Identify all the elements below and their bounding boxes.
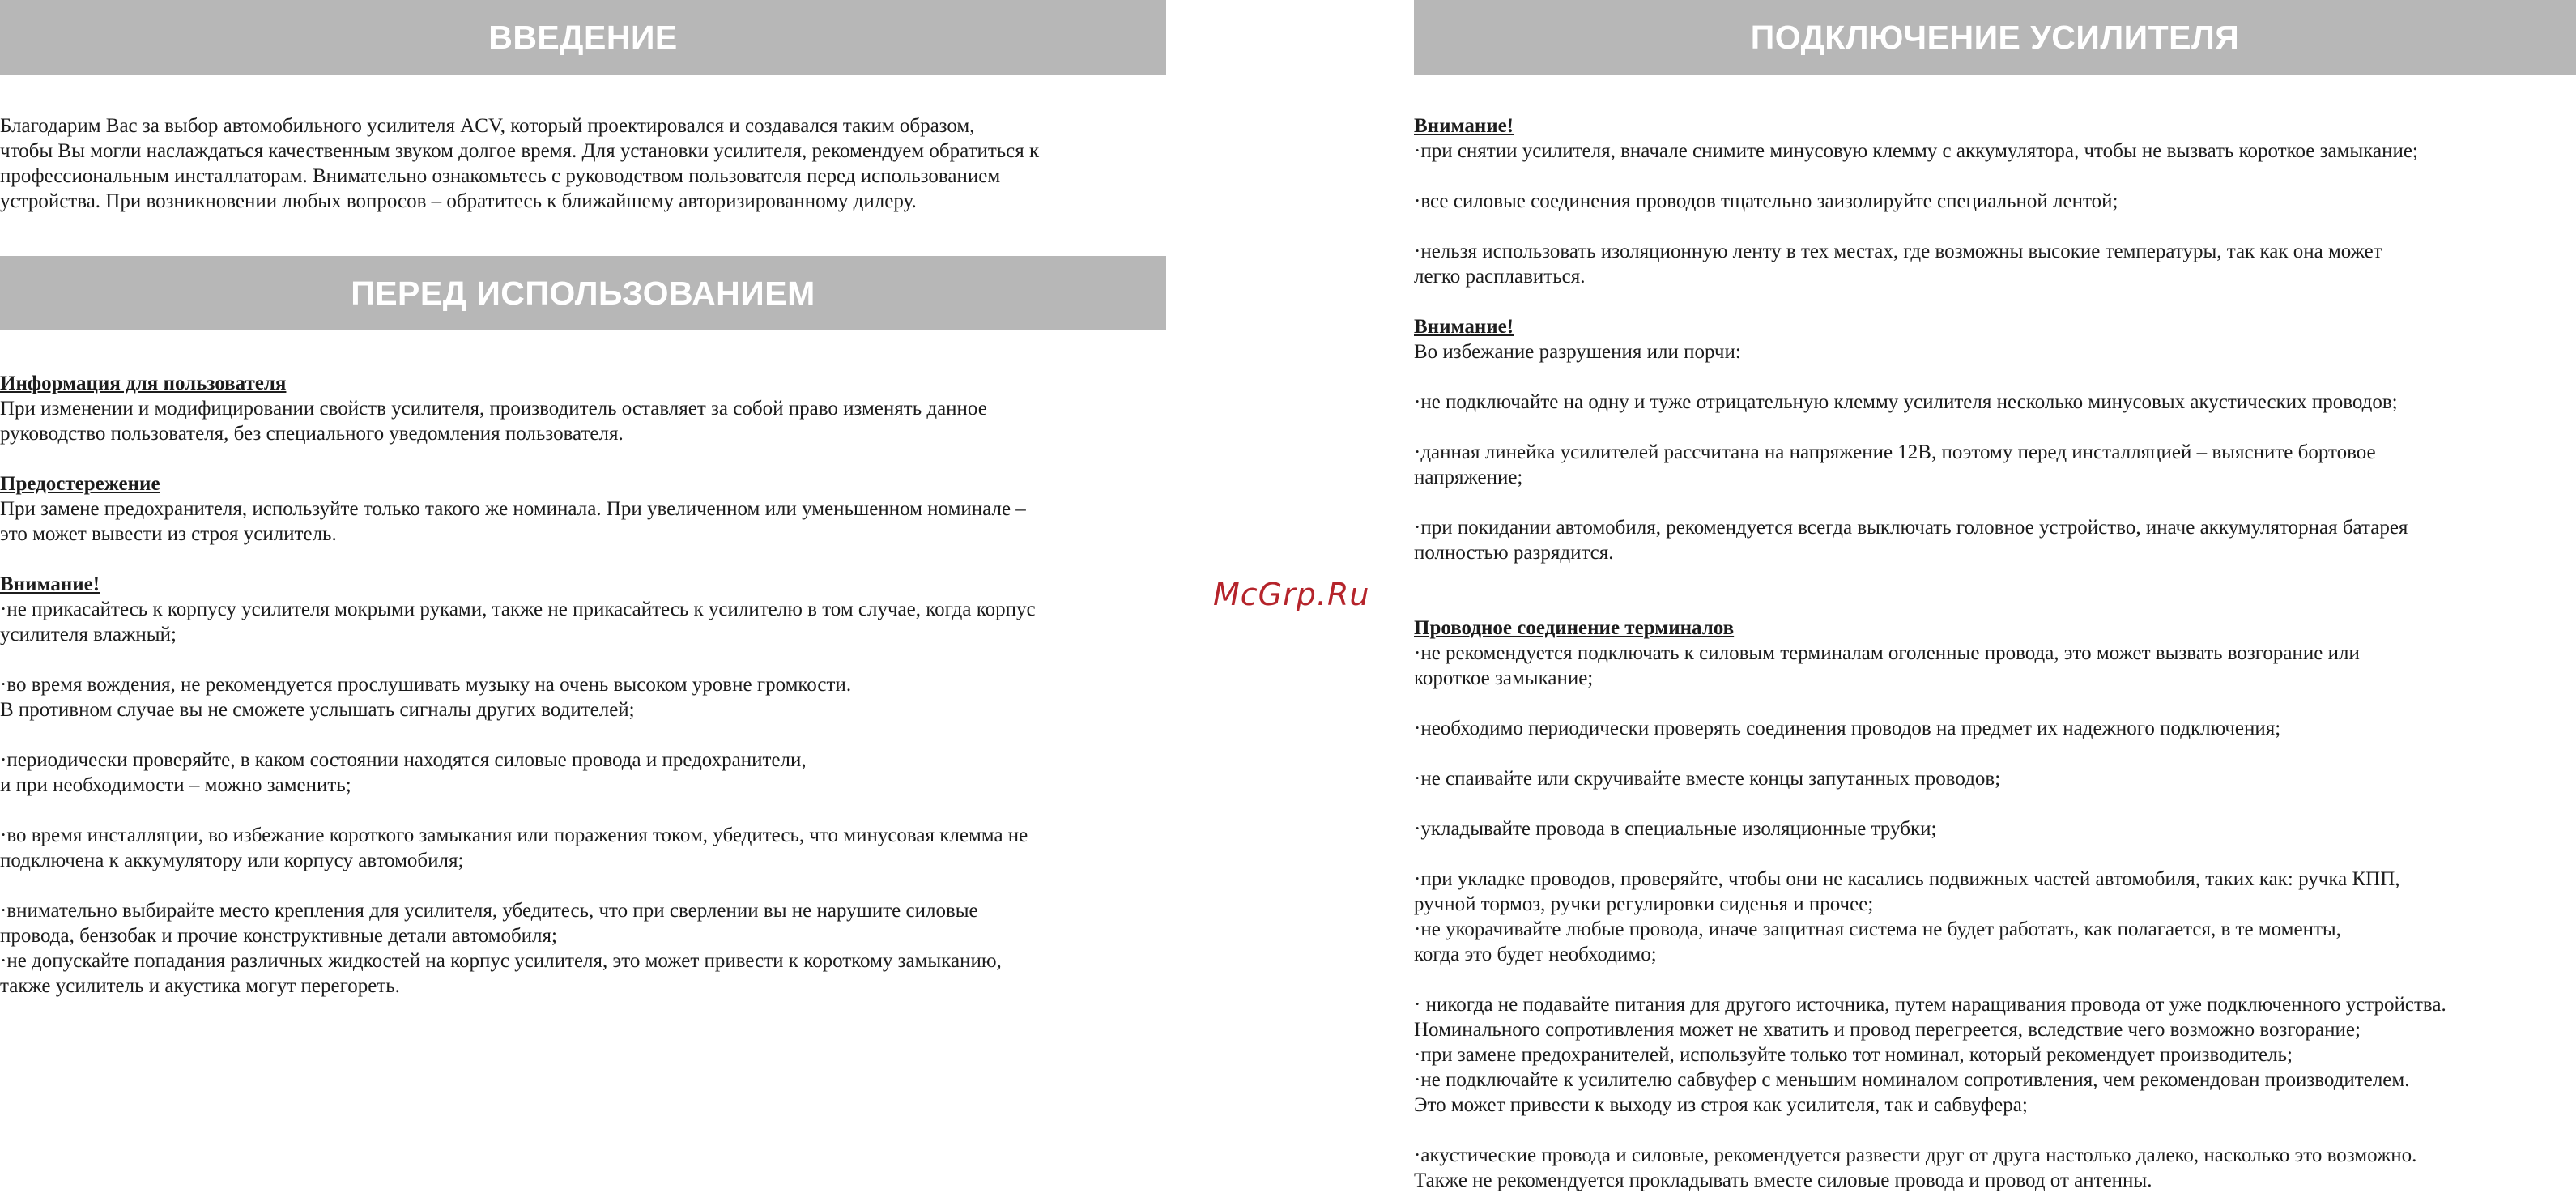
wiring-heading: Проводное соединение терминалов xyxy=(1414,617,1735,639)
warning-item: ·данная линейка усилителей рассчитана на напряжение 12В, поэтому перед инсталляцией – выясните бортовое напряжение; xyxy=(1414,441,2376,488)
caution-heading: Предостережение xyxy=(0,473,160,495)
warning-intro: Во избежание разрушения или порчи: xyxy=(1414,341,1741,363)
warning-item: ·внимательно выбирайте место крепления для усилителя, убедитесь, что при сверлении вы не нарушите силовые провода, бензобак и прочие конструктивные детали автомобиля; ·не допускайте попадания различных жидкостей на корпус усилителя, это может привести к короткому замыканию, также усилитель и акустика могут перегореть. xyxy=(0,900,1002,997)
warning-item: ·при снятии усилителя, вначале снимите минусовую клемму с аккумулятора, чтобы не вызвать короткое замыкание; xyxy=(1414,140,2418,162)
caution-text: При замене предохранителя, используйте только такого же номинала. При увеличенном или уменьшенном номинале – это может вывести из строя усилитель. xyxy=(0,498,1026,545)
introduction-title: ВВЕДЕНИЕ xyxy=(488,18,678,56)
wiring-item: ·акустические провода и силовые, рекомендуется развести друг от друга настолько далеко, насколько это возможно. Также не рекомендуется прокладывать вместе силовые провода и провод от антенны. xyxy=(1414,1144,2417,1191)
warning-item: ·все силовые соединения проводов тщательно заизолируйте специальной лентой; xyxy=(1414,190,2118,212)
introduction-text: Благодарим Вас за выбор автомобильного усилителя ACV, который проектировался и создавался таким образом, чтобы Вы могли наслаждаться качественным звуком долгое время. Для установки усилителя, рекомендуем обратиться к профессиональным инсталлаторам. Внимательно ознакомьтесь с руководством пользователя перед использованием устройства. При возникновении любых вопросов – обратитесь к ближайшему авторизированному дилеру. xyxy=(0,115,1040,212)
warning-item: ·во время вождения, не рекомендуется прослушивать музыку на очень высоком уровне громкости. В противном случае вы не сможете услышать сигналы других водителей; xyxy=(0,674,852,721)
before-use-block xyxy=(0,371,1166,999)
introduction-block xyxy=(0,113,1166,214)
watermark-text: McGrp.Ru xyxy=(1213,577,1370,612)
warning-item: ·при покидании автомобиля, рекомендуется всегда выключать головное устройство, иначе аккумуляторная батарея полностью разрядится. xyxy=(1414,517,2408,564)
warning-item: ·не прикасайтесь к корпусу усилителя мокрыми руками, также не прикасайтесь к усилителю в том случае, когда корпус усилителя влажный; xyxy=(0,599,1036,645)
wiring-item: ·не спаивайте или скручивайте вместе концы запутанных проводов; xyxy=(1414,768,2001,790)
wiring-item: ·укладывайте провода в специальные изоляционные трубки; xyxy=(1414,818,1937,840)
section-title-before-use xyxy=(0,256,1166,330)
warning-heading: Внимание! xyxy=(1414,316,1514,338)
amplifier-connection-block xyxy=(1414,113,2576,1193)
warning-heading: Внимание! xyxy=(1414,115,1514,137)
amplifier-connection-title: ПОДКЛЮЧЕНИЕ УСИЛИТЕЛЯ xyxy=(1750,18,2240,56)
section-title-introduction xyxy=(0,0,1166,75)
before-use-title: ПЕРЕД ИСПОЛЬЗОВАНИЕМ xyxy=(351,274,815,312)
warning-heading: Внимание! xyxy=(0,573,100,595)
warning-item: ·не подключайте на одну и туже отрицательную клемму усилителя несколько минусовых акустических проводов; xyxy=(1414,391,2398,413)
warning-item: ·во время инсталляции, во избежание короткого замыкания или поражения током, убедитесь, что минусовая клемма не подключена к аккумулятору или корпусу автомобиля; xyxy=(0,824,1028,871)
section-title-amplifier-connection xyxy=(1414,0,2576,75)
wiring-item: ·необходимо периодически проверять соединения проводов на предмет их надежного подключения; xyxy=(1414,718,2281,739)
user-info-text: При изменении и модифицировании свойств усилителя, производитель оставляет за собой право изменять данное руководство пользователя, без специального уведомления пользователя. xyxy=(0,398,987,445)
warning-item: ·нельзя использовать изоляционную ленту в тех местах, где возможны высокие температуры, так как она может легко расплавиться. xyxy=(1414,241,2382,288)
user-info-heading: Информация для пользователя xyxy=(0,373,287,394)
warning-item: ·периодически проверяйте, в каком состоянии находятся силовые провода и предохранители, и при необходимости – можно заменить; xyxy=(0,749,807,796)
wiring-item: · никогда не подавайте питания для другого источника, путем наращивания провода от уже подключенного устройства. Номинального сопротивления может не хватить и провод перегреется, вследствие чего возможно возгорание; ·при замене предохранителей, используйте только тот номинал, который рекомендует производитель; ·не подключайте к усилителю сабвуфер с меньшим номиналом сопротивления, чем рекомендован производителем. Это может привести к выходу из строя как усилителя, так и сабвуфера; xyxy=(1414,994,2446,1116)
wiring-item: ·при укладке проводов, проверяйте, чтобы они не касались подвижных частей автомобиля, таких как: ручка КПП, ручной тормоз, ручки регулировки сиденья и прочее; ·не укорачивайте любые провода, иначе защитная система не будет работать, как полагается, в те моменты, когда это будет необходимо; xyxy=(1414,868,2400,965)
wiring-item: ·не рекомендуется подключать к силовым терминалам оголенные провода, это может вызвать возгорание или короткое замыкание; xyxy=(1414,642,2360,689)
